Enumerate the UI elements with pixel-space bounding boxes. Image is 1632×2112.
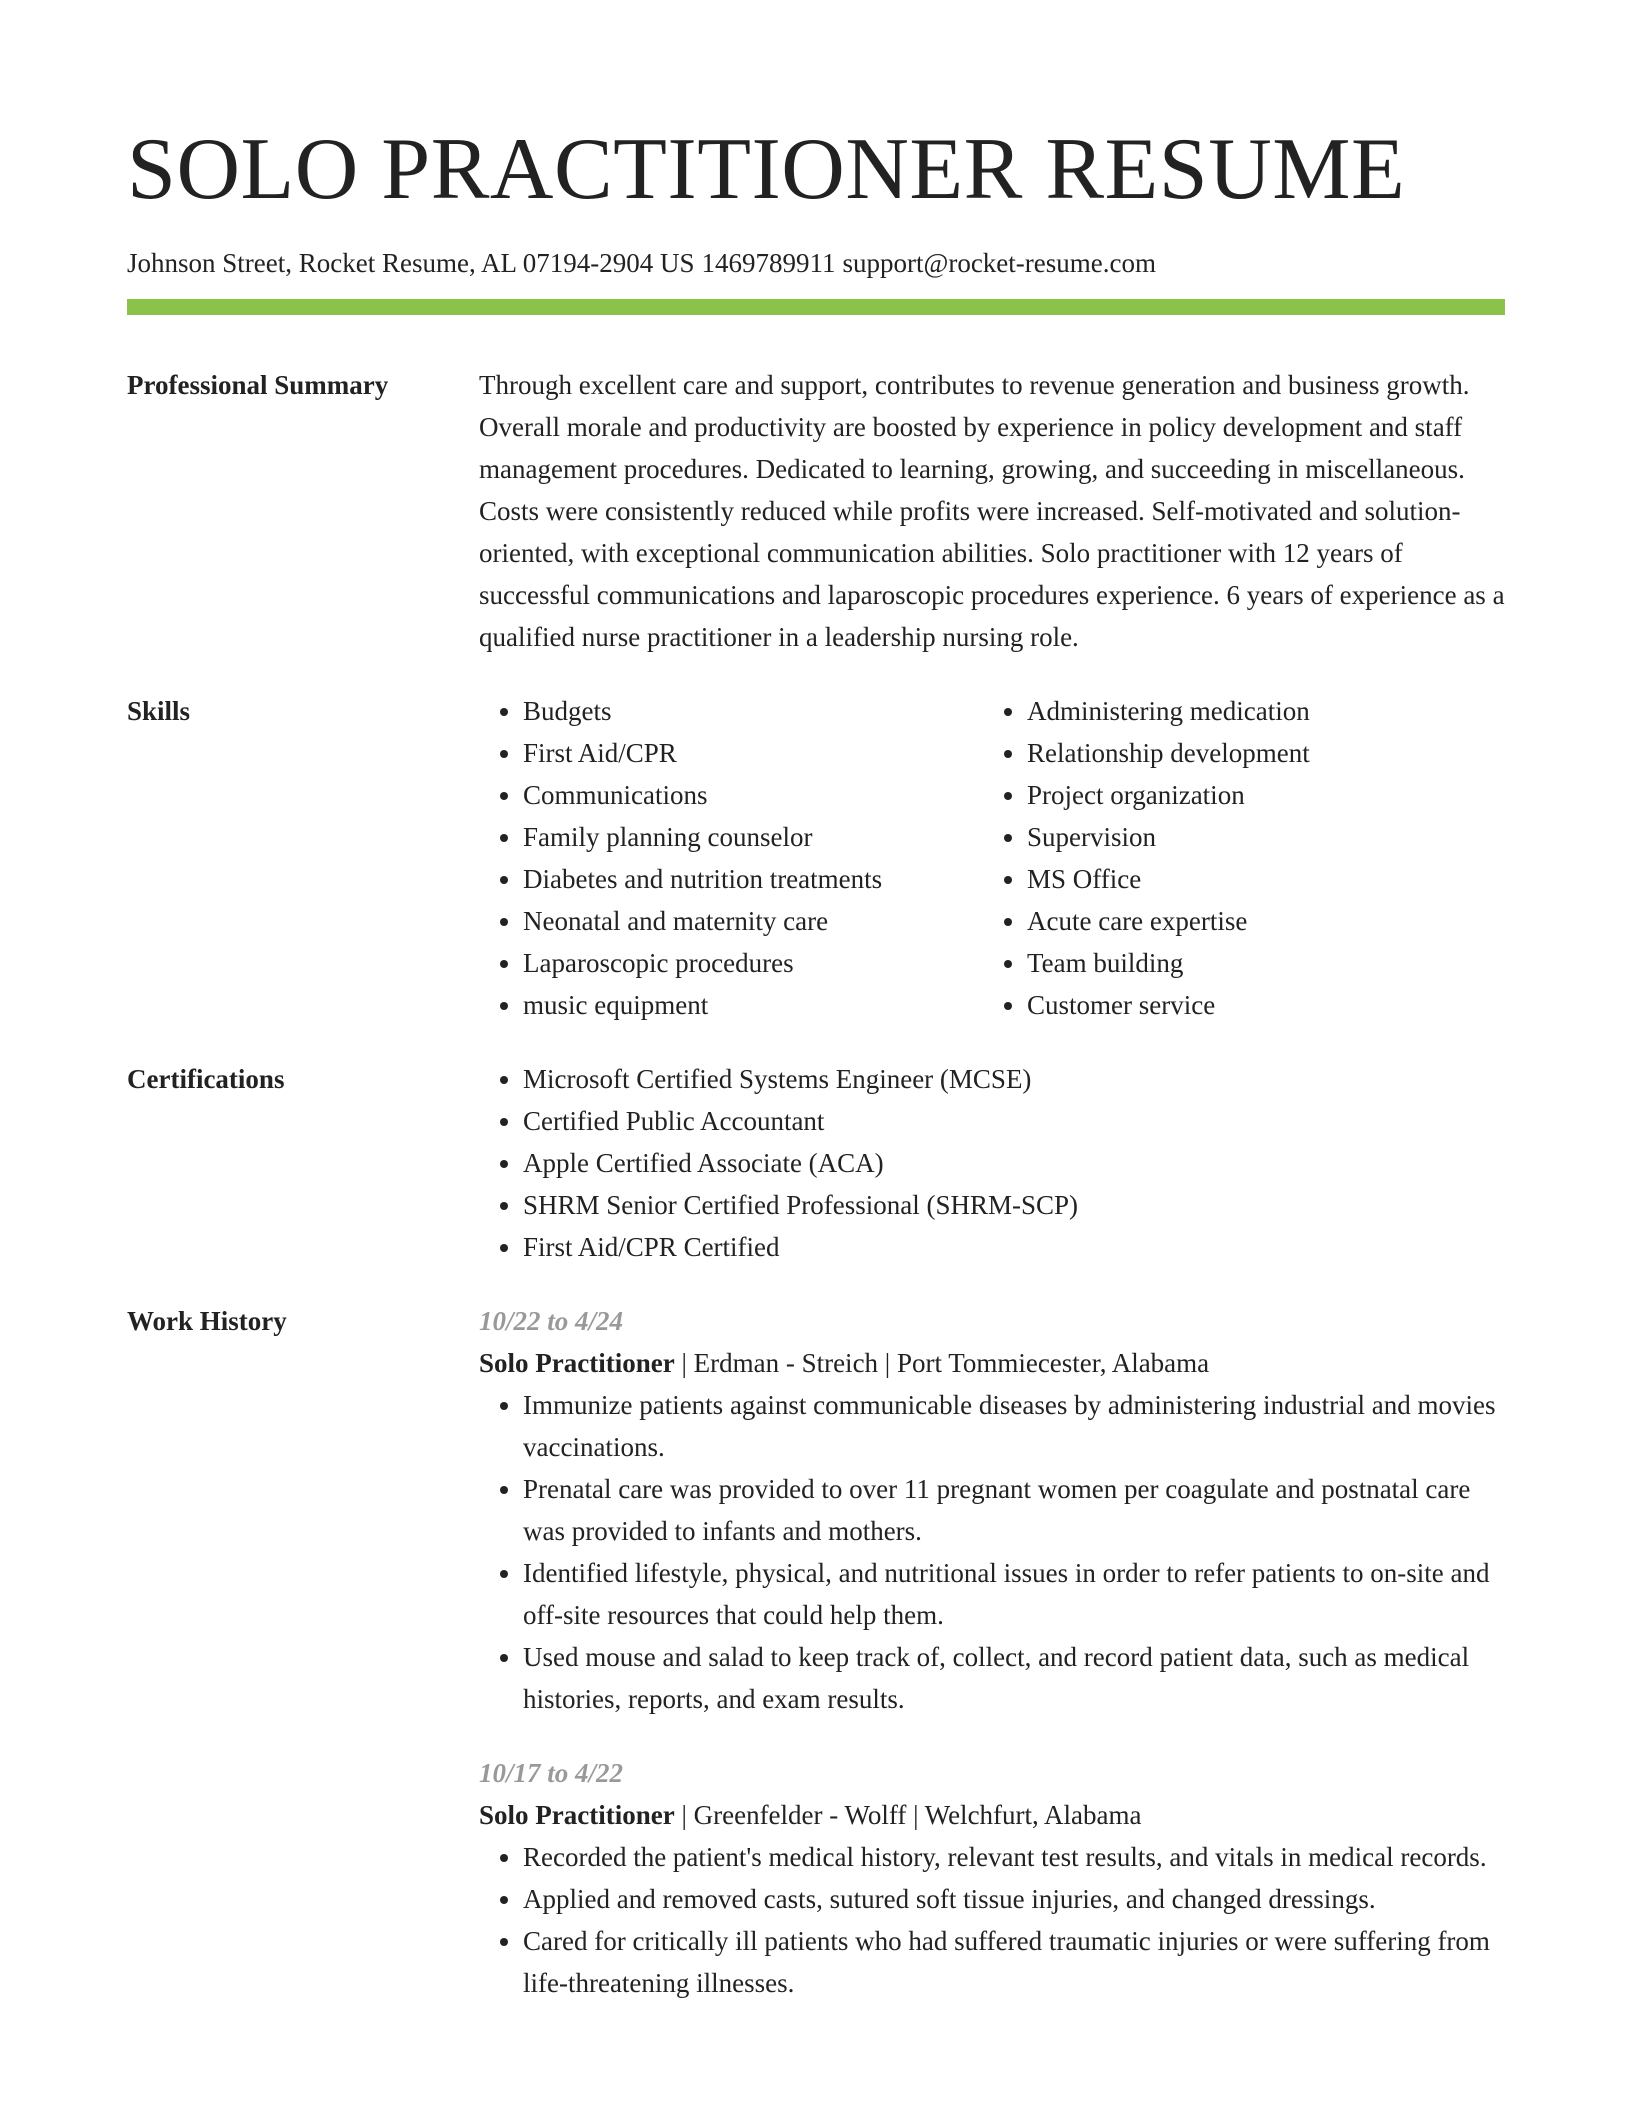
job-duty: • Identified lifestyle, physical, and nutritional issues in order to refer patients to on-site and off-site resources that could help them. bbox=[523, 1552, 1505, 1636]
section-label-skills: Skills bbox=[127, 696, 191, 726]
skills-columns bbox=[479, 690, 1505, 1026]
work-history-section bbox=[127, 1300, 1505, 2004]
skill-item: • First Aid/CPR bbox=[523, 732, 983, 774]
job-entry bbox=[479, 1300, 1505, 1720]
section-label-professional-summary: Professional Summary bbox=[127, 370, 389, 400]
job-entry bbox=[479, 1752, 1505, 2004]
job-employer-location: | Greenfelder - Wolff | Welchfurt, Alabama bbox=[674, 1800, 1142, 1830]
contact-phone: 1469789911 bbox=[701, 248, 836, 278]
certifications-list bbox=[479, 1058, 1505, 1268]
job-duties-list bbox=[479, 1836, 1505, 2004]
certification-item: • Microsoft Certified Systems Engineer (MCSE) bbox=[523, 1058, 1505, 1100]
professional-summary-section bbox=[127, 364, 1505, 658]
resume-page bbox=[127, 0, 1505, 2004]
skill-item: • Diabetes and nutrition treatments bbox=[523, 858, 983, 900]
job-title: Solo Practitioner bbox=[479, 1800, 675, 1830]
job-dates: 10/17 to 4/22 bbox=[479, 1758, 624, 1788]
job-duty: • Prenatal care was provided to over 11 pregnant women per coagulate and postnatal care was provided to infants and mothers. bbox=[523, 1468, 1505, 1552]
skill-item: • Customer service bbox=[1027, 984, 1505, 1026]
certifications-body bbox=[479, 1058, 1505, 1268]
skill-item: • Family planning counselor bbox=[523, 816, 983, 858]
skill-item: • Communications bbox=[523, 774, 983, 816]
resume-title: SOLO PRACTITIONER RESUME bbox=[127, 121, 1406, 218]
certification-item: • Apple Certified Associate (ACA) bbox=[523, 1142, 1505, 1184]
skill-item: • Supervision bbox=[1027, 816, 1505, 858]
contact-email: support@rocket-resume.com bbox=[842, 248, 1156, 278]
skill-item: • MS Office bbox=[1027, 858, 1505, 900]
job-duty: • Cared for critically ill patients who had suffered traumatic injuries or were suffering from life-threatening illnesses. bbox=[523, 1920, 1505, 2004]
skills-section bbox=[127, 690, 1505, 1026]
work-history-body bbox=[479, 1300, 1505, 2004]
certification-item: • First Aid/CPR Certified bbox=[523, 1226, 1505, 1268]
job-duty: • Applied and removed casts, sutured soft tissue injuries, and changed dressings. bbox=[523, 1878, 1505, 1920]
skill-item: • Acute care expertise bbox=[1027, 900, 1505, 942]
job-duty: • Immunize patients against communicable diseases by administering industrial and movies vaccinations. bbox=[523, 1384, 1505, 1468]
certifications-section bbox=[127, 1058, 1505, 1268]
job-employer-location: | Erdman - Streich | Port Tommiecester, Alabama bbox=[674, 1348, 1210, 1378]
job-heading bbox=[479, 1342, 1505, 1384]
header-divider bbox=[127, 299, 1505, 315]
section-label-work-history: Work History bbox=[127, 1306, 287, 1336]
certification-item: • SHRM Senior Certified Professional (SHRM-SCP) bbox=[523, 1184, 1505, 1226]
skills-column-right bbox=[983, 690, 1505, 1026]
skill-item: • Laparoscopic procedures bbox=[523, 942, 983, 984]
job-title: Solo Practitioner bbox=[479, 1348, 675, 1378]
job-dates: 10/22 to 4/24 bbox=[479, 1306, 624, 1336]
contact-address: Johnson Street, Rocket Resume, AL 07194-2904 US bbox=[127, 248, 695, 278]
job-heading bbox=[479, 1794, 1505, 1836]
professional-summary-body bbox=[479, 364, 1505, 658]
section-label-certifications: Certifications bbox=[127, 1064, 285, 1094]
contact-line bbox=[127, 246, 1505, 280]
job-duty: • Used mouse and salad to keep track of, collect, and record patient data, such as medical histories, reports, and exam results. bbox=[523, 1636, 1505, 1720]
resume-sections bbox=[127, 364, 1505, 2004]
professional-summary-text: Through excellent care and support, contributes to revenue generation and business growth. Overall morale and productivity are boosted by experience in policy development and staff management procedures. Dedicated to learning, growing, and succeeding in miscellaneous. Costs were consistently reduced while profits were increased. Self-motivated and solution-oriented, with exceptional communication abilities. Solo practitioner with 12 years of successful communications and laparoscopic procedures experience. 6 years of experience as a qualified nurse practitioner in a leadership nursing role. bbox=[479, 370, 1505, 652]
skills-list-right bbox=[983, 690, 1505, 1026]
job-duty: • Recorded the patient's medical history, relevant test results, and vitals in medical records. bbox=[523, 1836, 1505, 1878]
skill-item: • Team building bbox=[1027, 942, 1505, 984]
certification-item: • Certified Public Accountant bbox=[523, 1100, 1505, 1142]
skill-item: • Budgets bbox=[523, 690, 983, 732]
skill-item: • Relationship development bbox=[1027, 732, 1505, 774]
skill-item: • Administering medication bbox=[1027, 690, 1505, 732]
skills-column-left bbox=[479, 690, 983, 1026]
skill-item: • Neonatal and maternity care bbox=[523, 900, 983, 942]
job-duties-list bbox=[479, 1384, 1505, 1720]
skills-list-left bbox=[479, 690, 983, 1026]
skill-item: • music equipment bbox=[523, 984, 983, 1026]
skill-item: • Project organization bbox=[1027, 774, 1505, 816]
